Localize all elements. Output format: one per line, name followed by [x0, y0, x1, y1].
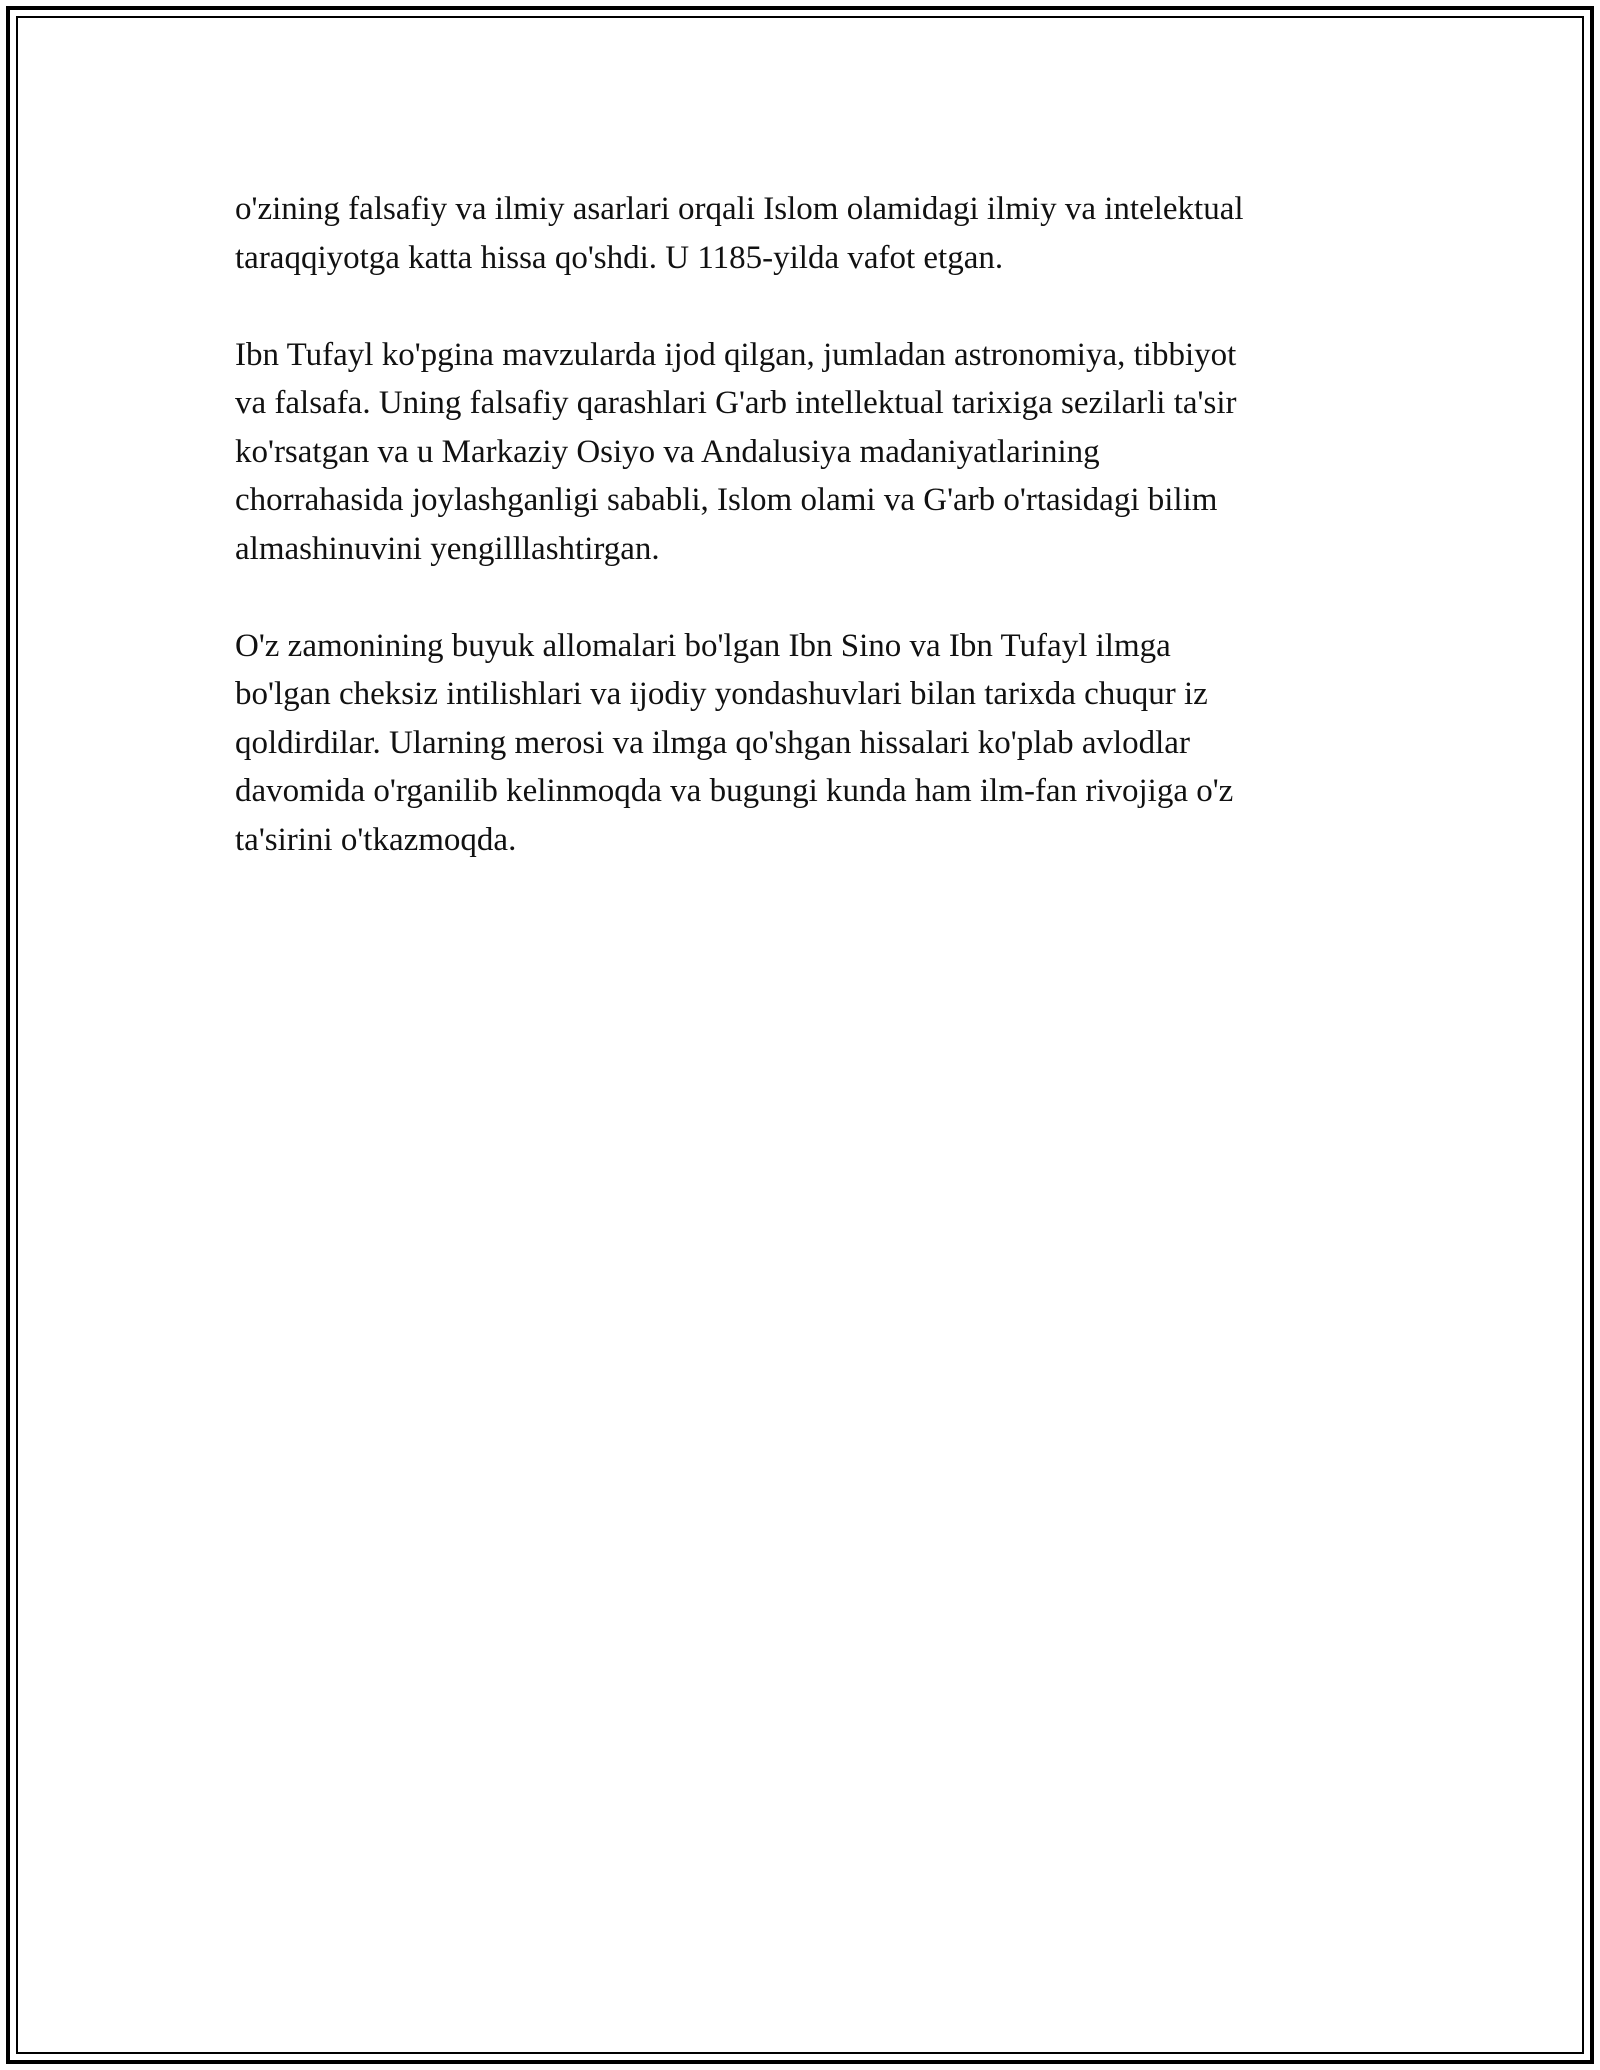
paragraph-3: O'z zamonining buyuk allomalari bo'lgan Ibn Sino va Ibn Tufayl ilmga bo'lgan cheksiz intilishlari va ijodiy yondashuvlari bilan tarixda chuqur iz qoldirdilar. Ularning merosi va ilmga qo'shgan hissalari ko'plab avlodlar davomida o'rganilib kelinmoqda va bugungi kunda ham ilm-fan rivojiga o'z ta'sirini o'tkazmoqda. [235, 627, 1234, 858]
document-body [235, 185, 1365, 913]
paragraph-1: o'zining falsafiy va ilmiy asarlari orqali Islom olamidagi ilmiy va intelektual taraqqiyotga katta hissa qo'shdi. U 1185-yilda vafot etgan. [235, 191, 1244, 276]
paragraph-2: Ibn Tufayl ko'pgina mavzularda ijod qilgan, jumladan astronomiya, tibbiyot va falsafa. Uning falsafiy qarashlari G'arb intellektual tarixiga sezilarli ta'sir ko'rsatgan va u Markaziy Osiyo va Andalusiya madaniyatlarining chorrahasida joylashganligi sababli, Islom olami va G'arb o'rtasidagi bilim almashinuvini yengilllashtirgan. [235, 336, 1237, 567]
